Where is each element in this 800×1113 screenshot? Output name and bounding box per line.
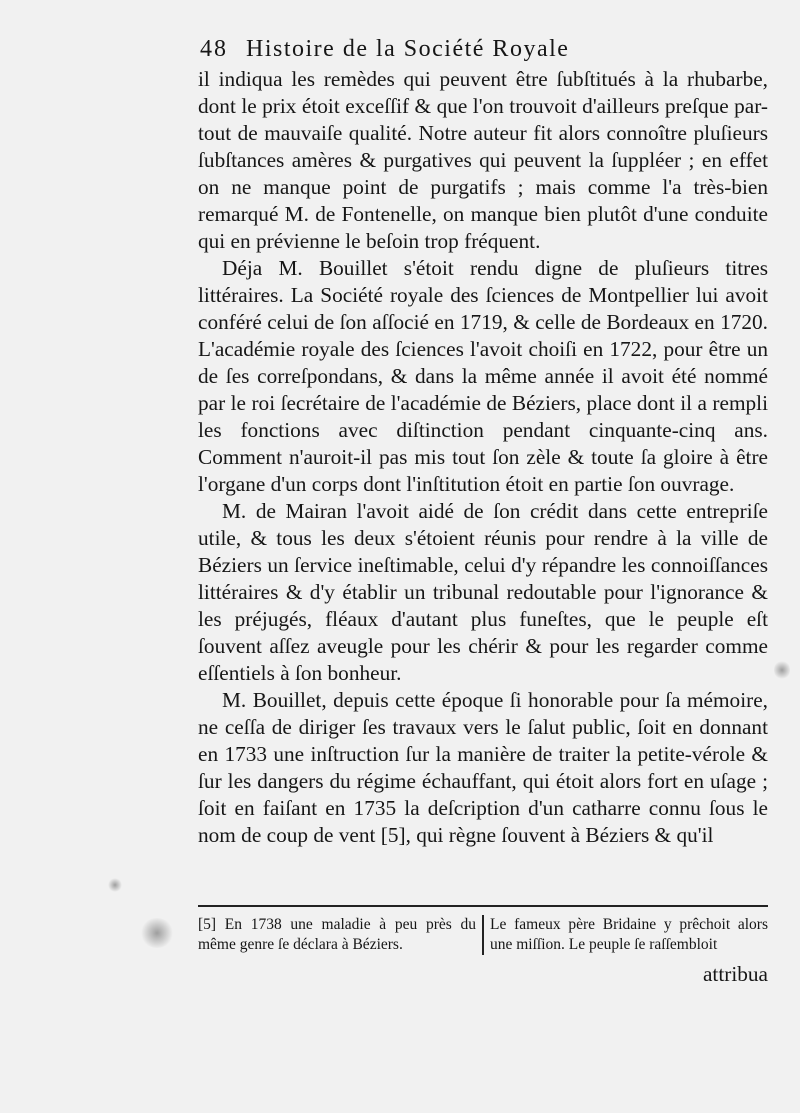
running-header [200,36,770,63]
footnote-right-column: Le fameux père Bridaine y prêchoit alors une miſſion. Le peuple ſe raſſembloit [482,915,768,955]
paragraph: Déja M. Bouillet s'étoit rendu digne de pluſieurs titres littéraires. La Société royale des ſciences de Montpellier lui avoit conféré celui de ſon aſſocié en 1719, & celle de Bordeaux en 1720. L'académie royale des ſciences l'avoit choiſi en 1722, pour être un de ſes correſpondans, & dans la même année il avoit été nommé par le roi ſecrétaire de l'académie de Béziers, place dont il a rempli les fonctions avec diſtinction pendant cinquante-cinq ans. Comment n'auroit-il pas mis tout ſon zèle & toute ſa gloire à être l'organe d'un corps dont l'inſtitution étoit en partie ſon ouvrage. [198,256,768,496]
ink-smudge [108,878,122,892]
footnotes [198,915,768,955]
page-number: 48 [200,36,228,62]
catchword: attribua [702,962,768,986]
paragraph: M. Bouillet, depuis cette époque ſi honorable pour ſa mémoire, ne ceſſa de diriger ſes travaux vers le ſalut public, ſoit en donnant en 1733 une inſtruction ſur la manière de traiter la petite-vérole & ſur les dangers du régime échauffant, qui étoit alors fort en uſage ; ſoit en faiſant en 1735 la deſcription d'un catharre connu ſous le nom de coup de vent [5], qui règne ſouvent à Béziers & qu'il [198,688,768,847]
paragraph: M. de Mairan l'avoit aidé de ſon crédit dans cette entrepriſe utile, & tous les deux s'étoient réunis pour rendre à la ville de Béziers un ſervice ineſtimable, celui d'y répandre les connoiſſances littéraires & d'y établir un tribunal redoutable pour l'ignorance & les préjugés, fléaux d'autant plus funeſtes, que le peuple eſt ſouvent aſſez aveugle pour les chérir & pour les regarder comme eſſentiels à ſon bonheur. [198,499,768,685]
footnote-left-column: [5] En 1738 une maladie à peu près du même genre ſe déclara à Béziers. [198,916,476,953]
ink-smudge [140,918,174,948]
running-title: Histoire de la Société Royale [246,36,570,62]
main-text [198,66,768,849]
footnote-rule [198,905,768,907]
paragraph: il indiqua les remèdes qui peuvent être ſubſtitués à la rhubarbe, dont le prix étoit exceſſif & que l'on trouvoit d'ailleurs preſque par-tout de mauvaiſe qualité. Notre auteur fit alors connoître pluſieurs ſubſtances amères & purgatives qui peuvent la ſuppléer ; en effet on ne manque point de purgatifs ; mais comme l'a très-bien remarqué M. de Fontenelle, on manque bien plutôt d'une conduite qui en prévienne le beſoin trop fréquent. [198,67,768,253]
ink-smudge [774,660,790,680]
